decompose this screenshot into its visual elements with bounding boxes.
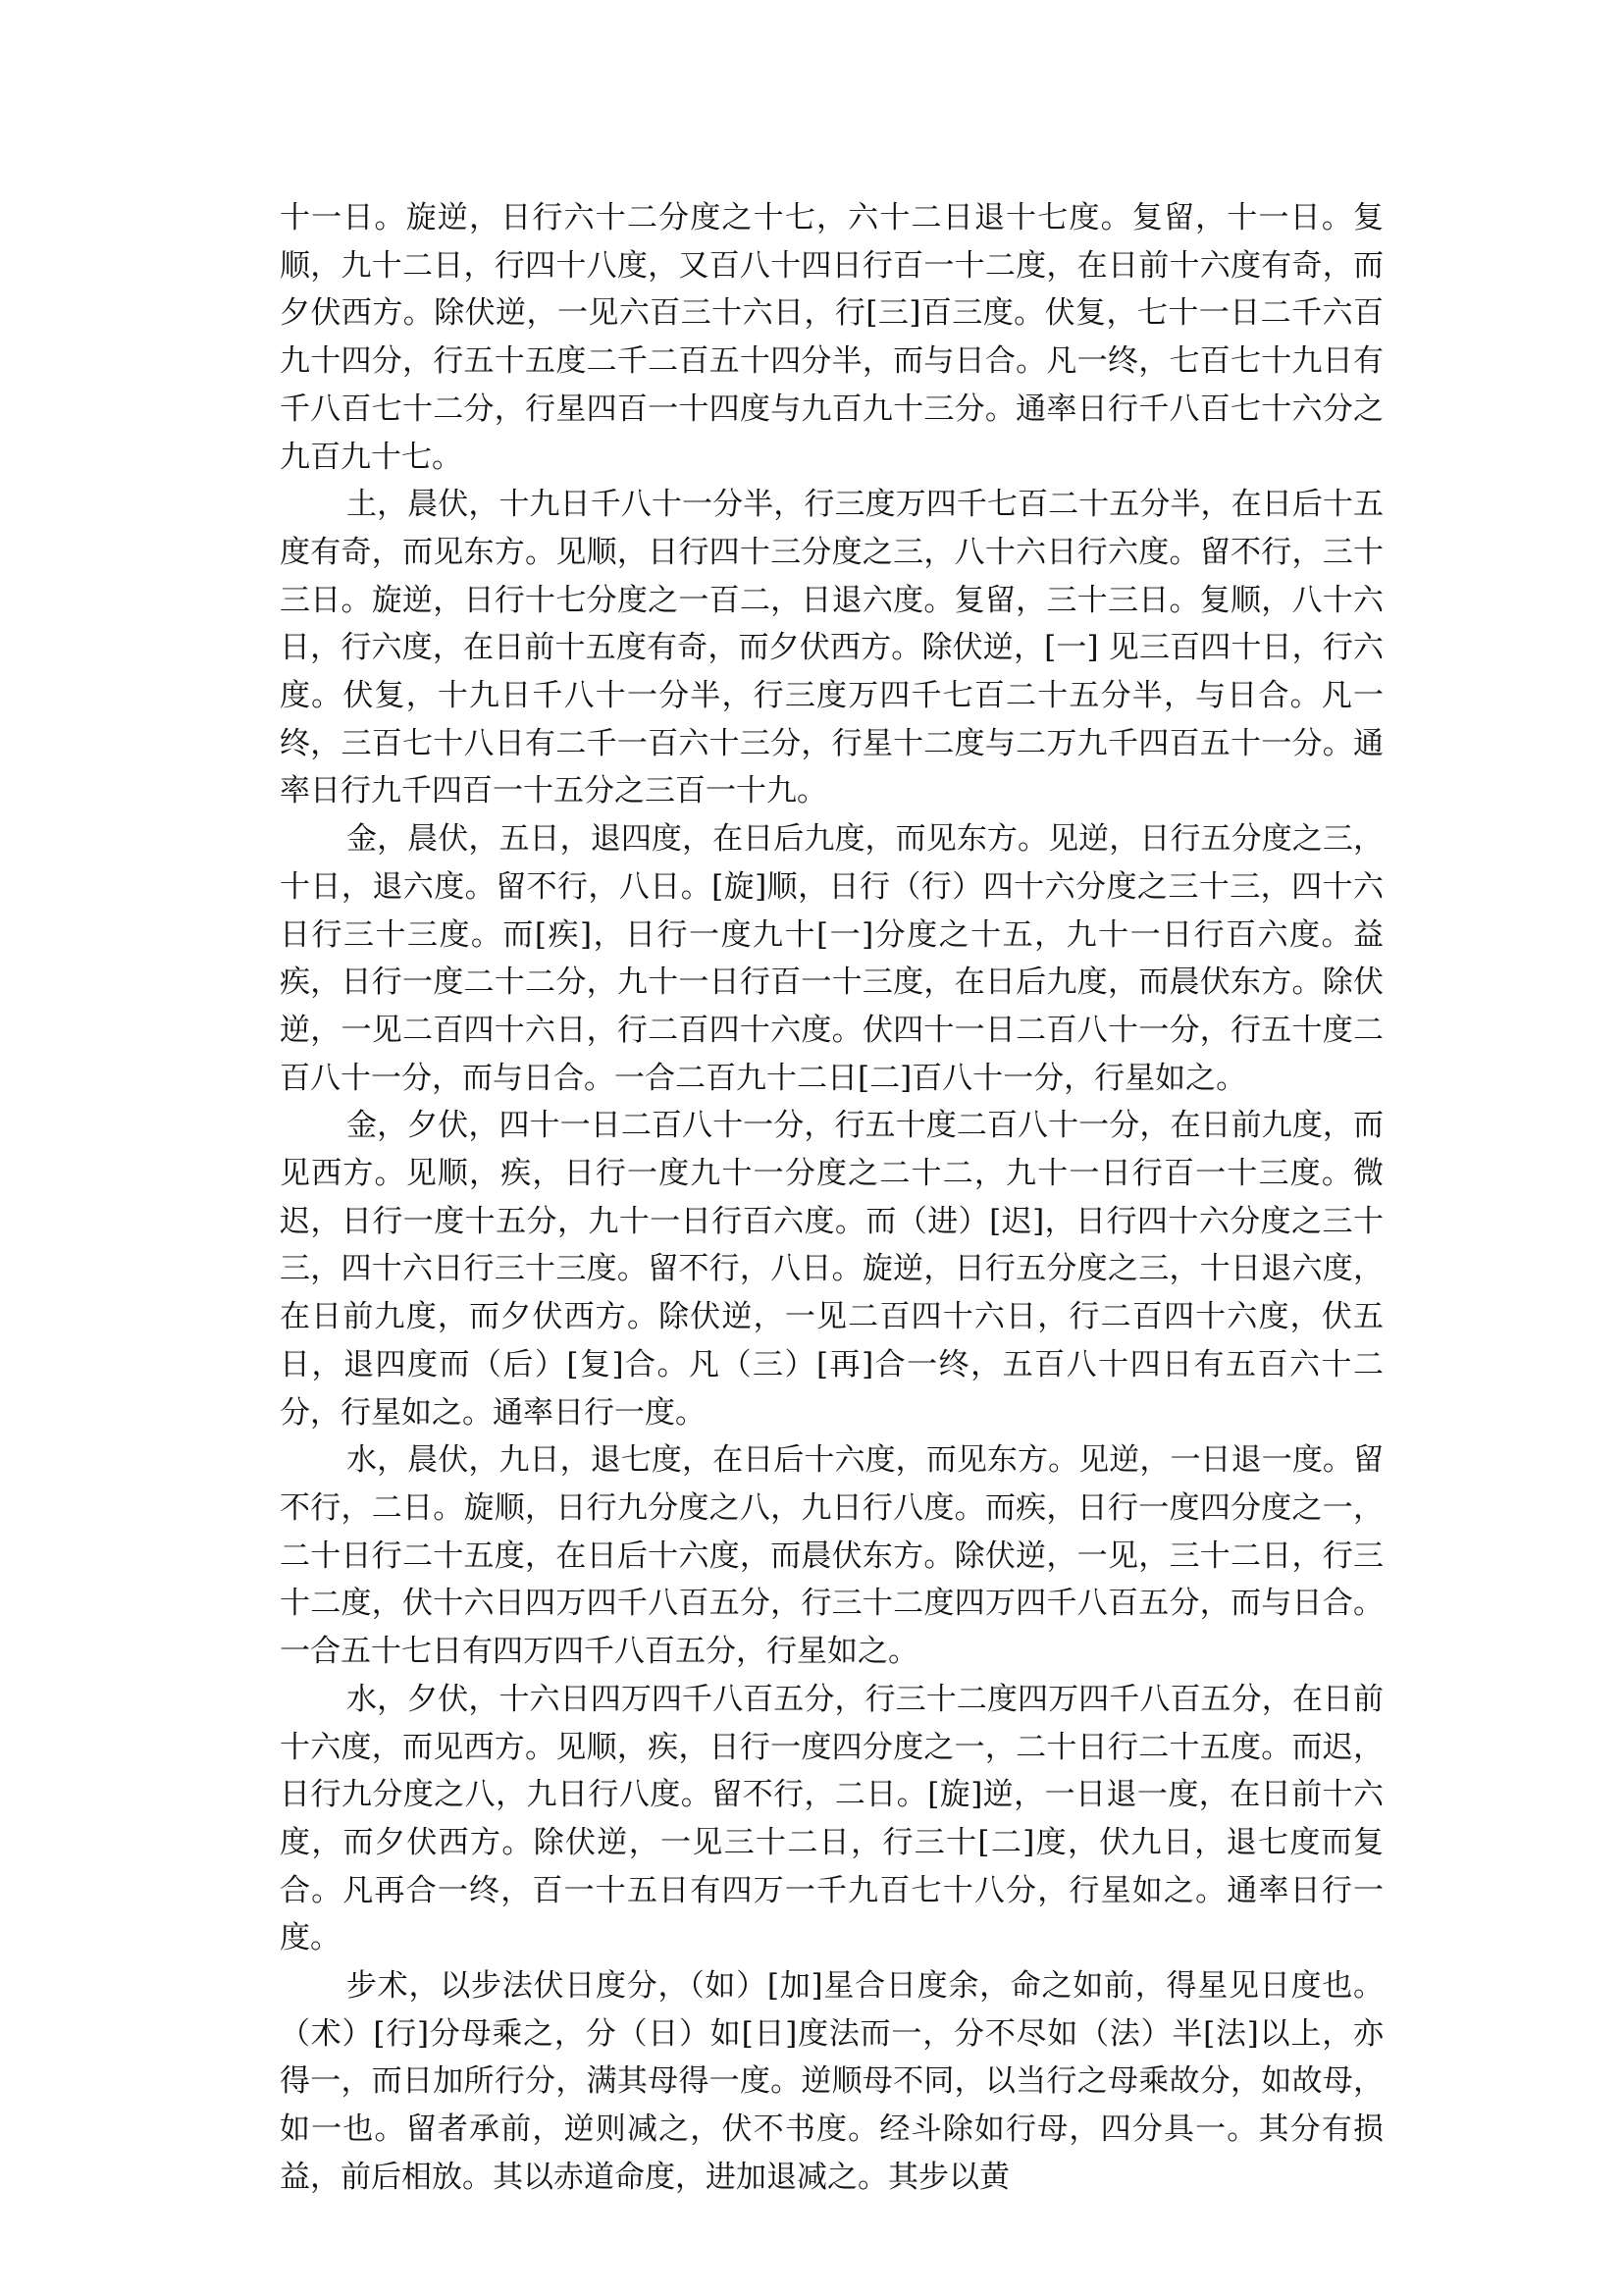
paragraph-mercury-evening: 水，夕伏，十六日四万四千八百五分，行三十二度四万四千八百五分，在日前十六度，而见西方。见顺，疾，日行一度四分度之一，二十日行二十五度。而迟，日行九分度之八，九日行八度。留不行，二日。[旋]逆，一日退一度，在日前十六度，而夕伏西方。除伏逆，一见三十二日，行三十[二]度，伏九日，退七度而复合。凡再合一终，百一十五日有四万一千九百七十八分，行星如之。通率日行一度。 bbox=[280, 1681, 1384, 1956]
paragraph-continuation: 十一日。旋逆，日行六十二分度之十七，六十二日退十七度。复留，十一日。复顺，九十二日，行四十八度，又百八十四日行百一十二度，在日前十六度有奇，而夕伏西方。除伏逆，一见六百三十六日，行[三]百三度。伏复，七十一日二千六百九十四分，行五十五度二千二百五十四分半，而与日合。凡一终，七百七十九日有千八百七十二分，行星四百一十四度与九百九十三分。通率日行千八百七十六分之九百九十七。 bbox=[280, 200, 1384, 475]
paragraph-saturn: 土，晨伏，十九日千八十一分半，行三度万四千七百二十五分半，在日后十五度有奇，而见东方。见顺，日行四十三分度之三，八十六日行六度。留不行，三十三日。旋逆，日行十七分度之一百二，日退六度。复留，三十三日。复顺，八十六日，行六度，在日前十五度有奇，而夕伏西方。除伏逆，[一] 见三百四十日，行六度。伏复，十九日千八十一分半，行三度万四千七百二十五分半，与日合。凡一终，三百七十八日有二千一百六十三分，行星十二度与二万九千四百五十一分。通率日行九千四百一十五分之三百一十九。 bbox=[280, 487, 1384, 809]
document-page bbox=[280, 194, 1384, 2202]
paragraph-venus-evening: 金，夕伏，四十一日二百八十一分，行五十度二百八十一分，在日前九度，而见西方。见顺，疾，日行一度九十一分度之二十二，九十一日行百一十三度。微迟，日行一度十五分，九十一日行百六度。而（进）[迟]，日行四十六分度之三十三，四十六日行三十三度。留不行，八日。旋逆，日行五分度之三，十日退六度，在日前九度，而夕伏西方。除伏逆，一见二百四十六日，行二百四十六度，伏五日，退四度而（后）[复]合。凡（三）[再]合一终，五百八十四日有五百六十二分，行星如之。通率日行一度。 bbox=[280, 1108, 1384, 1431]
paragraph-mercury-morning: 水，晨伏，九日，退七度，在日后十六度，而见东方。见逆，一日退一度。留不行，二日。旋顺，日行九分度之八，九日行八度。而疾，日行一度四分度之一，二十日行二十五度，在日后十六度，而晨伏东方。除伏逆，一见，三十二日，行三十二度，伏十六日四万四千八百五分，行三十二度四万四千八百五分，而与日合。一合五十七日有四万四千八百五分，行星如之。 bbox=[280, 1442, 1384, 1670]
paragraph-calculation-method: 步术，以步法伏日度分，（如）[加]星合日度余，命之如前，得星见日度也。（术）[行]分母乘之，分（日）如[日]度法而一，分不尽如（法）半[法]以上，亦得一，而日加所行分，满其母得一度。逆顺母不同，以当行之母乘故分，如故母，如一也。留者承前，逆则减之，伏不书度。经斗除如行母，四分具一。其分有损益，前后相放。其以赤道命度，进加退减之。其步以黄 bbox=[280, 1968, 1384, 2195]
paragraph-venus-morning: 金，晨伏，五日，退四度，在日后九度，而见东方。见逆，日行五分度之三，十日，退六度。留不行，八日。[旋]顺，日行（行）四十六分度之三十三，四十六日行三十三度。而[疾]，日行一度九十[一]分度之十五，九十一日行百六度。益疾，日行一度二十二分，九十一日行百一十三度，在日后九度，而晨伏东方。除伏逆，一见二百四十六日，行二百四十六度。伏四十一日二百八十一分，行五十度二百八十一分，而与日合。一合二百九十二日[二]百八十一分，行星如之。 bbox=[280, 821, 1384, 1096]
